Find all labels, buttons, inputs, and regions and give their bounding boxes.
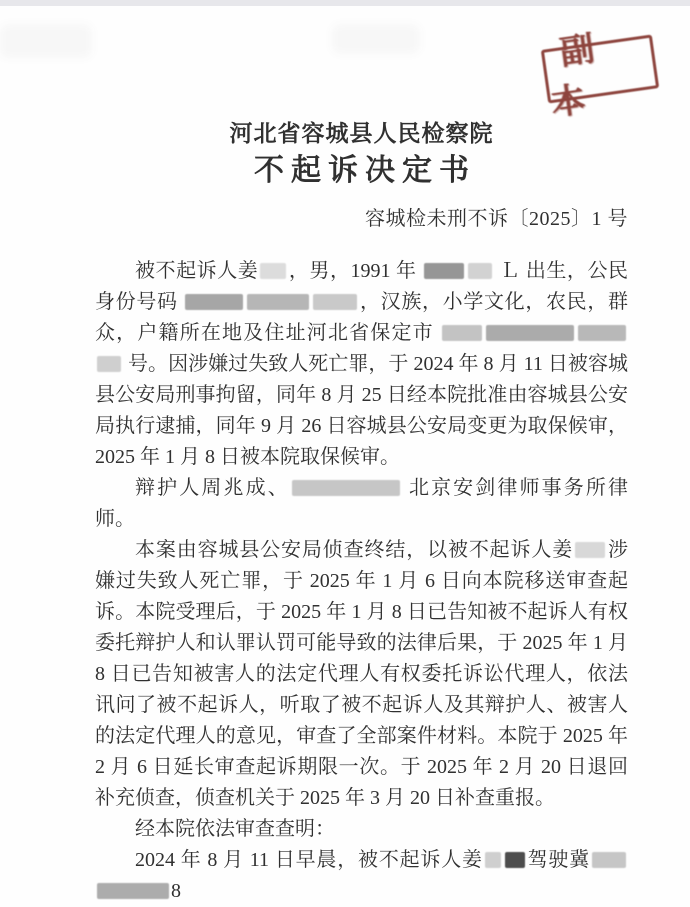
document-header: [95, 118, 628, 192]
redaction-box: [505, 852, 525, 868]
document-number: 容城检未刑不诉〔2025〕1 号: [365, 208, 628, 230]
redaction-box: [578, 325, 626, 341]
redaction-box: [442, 325, 482, 341]
redaction-box: [97, 883, 169, 899]
redaction-box: [185, 294, 243, 310]
document-body: [95, 256, 628, 907]
copy-stamp: [541, 28, 659, 123]
paragraph: 本案由容城县公安局侦查终结，以被不起诉人姜 涉嫌过失致人死亡罪，于 2025 年 1 月 6 日向本院移送审查起诉。本院受理后，于 2025 年 1 月 8 日已告知被不起诉人有权委托辩护人和认罪认罚可能导致的法律后果，于 2025 年 1 月 8 日已告知被害人的法定代理人有权委托诉讼代理人，依法讯问了被不起诉人，听取了被不起诉人及其辩护人、被害人的法定代理人的意见，审查了全部案件材料。本院于 2025 年 2 月 6 日延长审查起诉期限一次。于 2025 年 2 月 20 日退回补充侦查，侦查机关于 2025 年 3 月 20 日补查重报。: [95, 539, 629, 809]
content-column: [95, 118, 628, 907]
paragraph: 经本院依法审查查明：: [135, 818, 335, 840]
redaction-box: [260, 263, 286, 279]
paragraph: 辩护人周兆成、 北京安剑律师事务所律师。: [95, 477, 629, 530]
screenshot-top-bar: [0, 0, 690, 6]
copy-stamp-text: 副本: [548, 28, 613, 123]
scan-artifact: [0, 24, 92, 58]
paragraph: 2024 年 8 月 11 日早晨，被不起诉人姜 驾驶冀8: [95, 845, 628, 907]
redaction-box: [97, 356, 121, 372]
redaction-box: [592, 852, 626, 868]
redaction-box: [485, 852, 501, 868]
redaction-box: [313, 294, 357, 310]
redaction-box: [292, 480, 400, 496]
redaction-box: [247, 294, 309, 310]
scan-artifact: [332, 24, 420, 54]
redaction-box: [468, 263, 492, 279]
redaction-box: [486, 325, 574, 341]
document-title: 不起诉决定书: [254, 154, 476, 187]
issuing-authority: 河北省容城县人民检察院: [229, 121, 494, 146]
redaction-box: [424, 263, 464, 279]
redaction-box: [575, 542, 605, 558]
paragraph: 被不起诉人姜 ，男，1991 年 Ｌ 出生，公民身份号码 ，汉族，小学文化，农民，群众，户籍所在地及住址河北省保定市 号。因涉嫌过失致人死亡罪，于 2024 年 8 月 11 日被容城县公安局刑事拘留，同年 8 月 25 日经本院批准由容城县公安局执行逮捕，同年 9 月 26 日容城县公安局变更为取保候审，2025 年 1 月 8 日被本院取保候审。: [95, 260, 629, 468]
